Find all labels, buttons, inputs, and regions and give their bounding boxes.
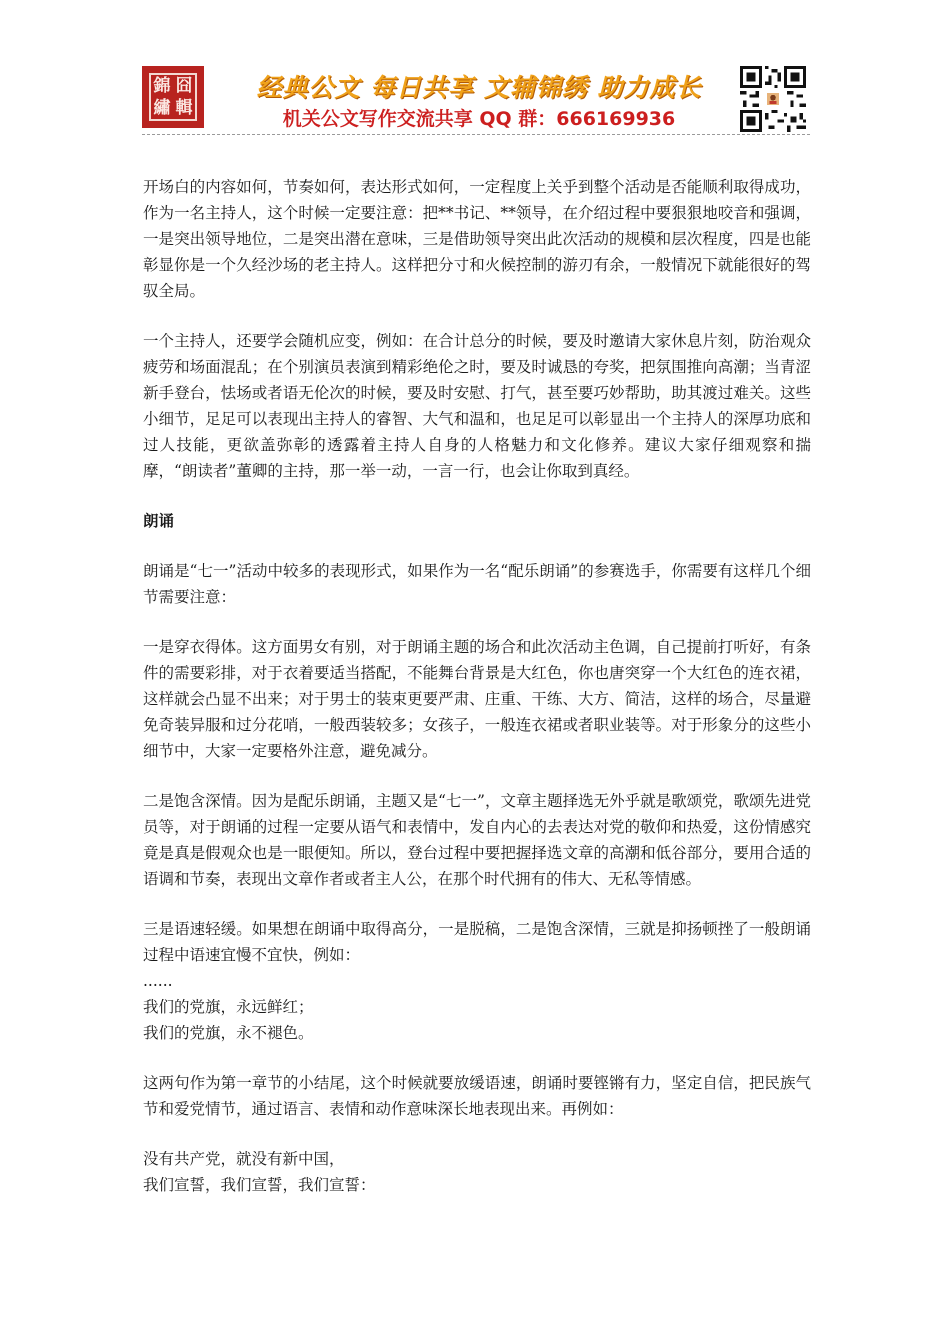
ellipsis-line: ...... [143,972,173,990]
header-slogan: 经典公文 每日共享 文辅锦绣 助力成长 [256,73,702,102]
qq-group-line: 机关公文写作交流共享 QQ 群：666169936 [282,108,676,130]
paragraph: 一是穿衣得体。这方面男女有别，对于朗诵主题的场合和此次活动主色调，自己提前打听好，有条件的需要彩排，对于衣着要适当搭配，不能舞台背景是大红色，你也唐突穿一个大红色的连衣裙，这样就会凸显不出来；对于男士的装束更要严肃、庄重、干练、大方、简洁，这样的场合，尽量避免奇装异服和过分花哨，一般西装较多；女孩子，一般连衣裙或者职业装等。对于形象分的这些小细节中，大家一定要格外注意，避免减分。 [143,638,811,760]
brand-logo [142,66,204,128]
verse-line: 我们的党旗，永远鲜红； [143,998,314,1016]
paragraph: 二是饱含深情。因为是配乐朗诵，主题又是“七一”，文章主题择选无外乎就是歌颂党，歌颂先进党员等，对于朗诵的过程一定要从语气和表情中，发自内心的去表达对党的敬仰和热爱，这份情感究竟是真是假观众也是一眼便知。所以，登台过程中要把握择选文章的高潮和低谷部分，要用合适的语调和节奏，表现出文章作者或者主人公，在那个时代拥有的伟大、无私等情感。 [143,792,811,888]
verse-line: 没有共产党，就没有新中国， [143,1150,345,1168]
article-body [143,174,811,1198]
logo-char: 錦 [153,75,171,96]
header-banner [142,62,810,134]
header-divider [142,134,810,135]
paragraph: 一个主持人，还要学会随机应变，例如：在合计总分的时候，要及时邀请大家休息片刻，防治观众疲劳和场面混乱；在个别演员表演到精彩绝伦之时，要及时诚恳的夸奖，把氛围推向高潮；当青涩新手登台，怯场或者语无伦次的时候，要及时安慰、打气，甚至要巧妙帮助，助其渡过难关。这些小细节，足足可以表现出主持人的睿智、大气和温和，也足足可以彰显出一个主持人的深厚功底和过人技能，更欲盖弥彰的透露着主持人自身的人格魅力和文化修养。建议大家仔细观察和揣摩，“朗读者”董卿的主持，那一举一动，一言一行，也会让你取到真经。 [143,332,811,480]
verse-line: 我们宣誓，我们宣誓，我们宣誓： [143,1176,376,1194]
qr-code-icon [740,66,806,132]
paragraph: 开场白的内容如何，节奏如何，表达形式如何，一定程度上关乎到整个活动是否能顺利取得成功，作为一名主持人，这个时候一定要注意：把**书记、**领导，在介绍过程中要狠狠地咬音和强调，一是突出领导地位，二是突出潜在意味，三是借助领导突出此次活动的规模和层次程度，四是也能彰显你是一个久经沙场的老主持人。这样把分寸和火候控制的游刃有余，一般情况下就能很好的驾驭全局。 [143,178,811,300]
logo-seal [149,73,197,121]
spacer [143,1046,811,1070]
paragraph: 这两句作为第一章节的小结尾，这个时候就要放缓语速，朗诵时要铿锵有力，坚定自信，把民族气节和爱党情节，通过语言、表情和动作意味深长地表现出来。再例如： [143,1074,811,1118]
logo-char: 囧 [175,75,193,96]
logo-char: 繡 [153,97,171,118]
section-heading: 朗诵 [143,511,175,530]
paragraph: 三是语速轻缓。如果想在朗诵中取得高分，一是脱稿，二是饱含深情，三就是抑扬顿挫了一般朗诵过程中语速宜慢不宜快，例如： [143,920,811,964]
paragraph: 朗诵是“七一”活动中较多的表现形式，如果作为一名“配乐朗诵”的参赛选手，你需要有这样几个细节需要注意： [143,562,811,606]
logo-char: 輯 [175,97,193,118]
verse-line: 我们的党旗，永不褪色。 [143,1024,314,1042]
